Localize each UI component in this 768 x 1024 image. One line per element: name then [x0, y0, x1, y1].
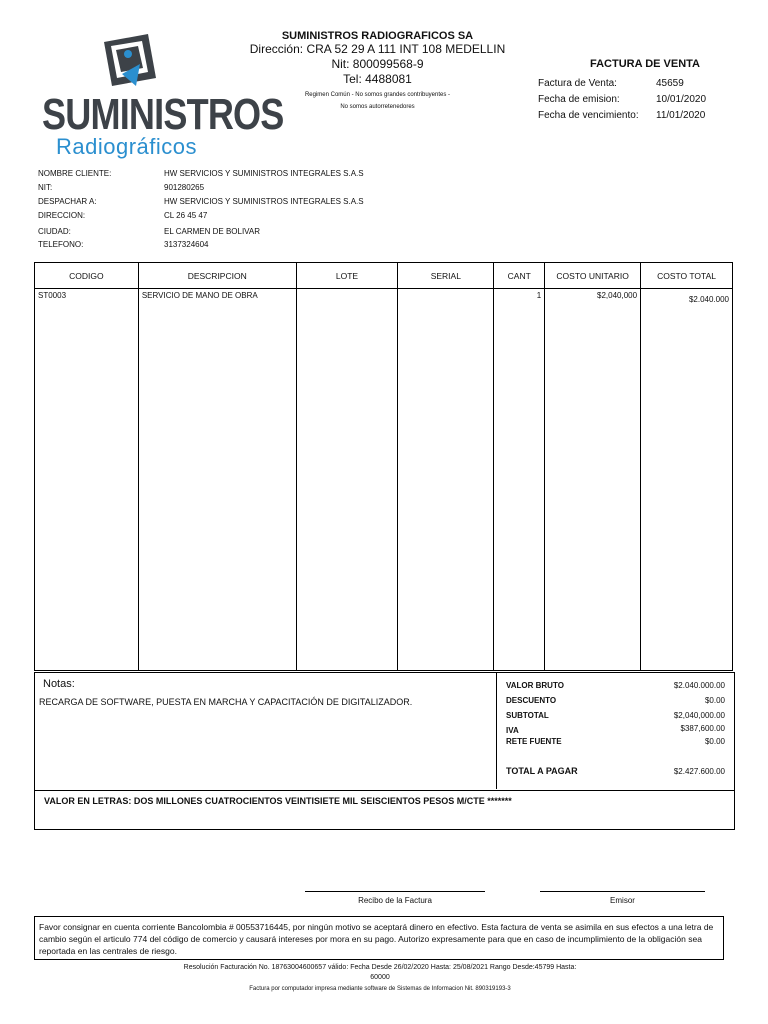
total-descuento-value: $0.00: [704, 696, 725, 705]
invoice-issue-label: Fecha de emision:: [538, 94, 620, 105]
client-phone-label: TELEFONO:: [38, 240, 84, 249]
items-table: [34, 262, 733, 671]
col-header-costo-total: COSTO TOTAL: [641, 263, 733, 289]
total-bruto-value: $2.040.000.00: [673, 681, 725, 690]
invoice-number: 45659: [656, 78, 684, 89]
invoice-number-row: [538, 78, 684, 89]
total-pagar-label: TOTAL A PAGAR: [506, 766, 578, 776]
col-header-lote: LOTE: [296, 263, 398, 289]
cell-costo-total: $2.040.000: [641, 289, 733, 671]
total-pagar-value: $2.427.600.00: [673, 767, 725, 776]
cell-codigo: ST0003: [35, 289, 139, 671]
client-address: CL 26 45 47: [164, 211, 208, 220]
company-regime: Regimen Común - No somos grandes contribuyentes -: [304, 92, 451, 98]
invoice-title: FACTURA DE VENTA: [590, 58, 700, 70]
receipt-signature-line: [305, 891, 485, 892]
client-nit: 901280265: [164, 183, 205, 192]
invoice-number-label: Factura de Venta:: [538, 78, 617, 89]
client-phone: 3137324604: [164, 240, 209, 249]
company-nit: Nit: 800099568-9: [331, 57, 424, 71]
client-ship-label: DESPACHAR A:: [38, 197, 97, 206]
client-nit-label: NIT:: [38, 183, 53, 192]
words-text: DOS MILLONES CUATROCIENTOS VEINTISIETE MIL SEISCIENTOS PESOS M/CTE *******: [133, 796, 512, 806]
table-row: [35, 289, 733, 671]
total-descuento-label: DESCUENTO: [506, 696, 557, 705]
company-regime-2: No somos autorretenedores: [340, 104, 415, 110]
total-bruto-label: VALOR BRUTO: [506, 681, 564, 690]
total-subtotal-value: $2,040,000.00: [673, 711, 725, 720]
company-address: Dirección: CRA 52 29 A 111 INT 108 MEDELLIN: [249, 42, 506, 56]
client-name-row: [38, 169, 364, 178]
client-address-label: DIRECCION:: [38, 211, 86, 220]
client-name: HW SERVICIOS Y SUMINISTROS INTEGRALES S.A.S: [164, 169, 364, 178]
col-header-costo-unitario: COSTO UNITARIO: [545, 263, 641, 289]
notes-label: Notas:: [43, 678, 75, 690]
company-logo-icon: [96, 34, 156, 94]
client-city-row: [38, 227, 261, 236]
client-ship-row: [38, 197, 364, 206]
client-address-row: [38, 211, 208, 220]
cell-serial: [398, 289, 494, 671]
cell-lote: [296, 289, 398, 671]
total-rete-label: RETE FUENTE: [506, 737, 562, 746]
total-iva-value: $387,600.00: [680, 724, 725, 733]
notes-divider: [496, 672, 497, 789]
issuer-signature-line: [540, 891, 705, 892]
footer-resolution: Resolución Facturación No. 18763004600657 válido: Fecha Desde 26/02/2020 Hasta: 25/08/2021 Rango Desde:45799 Hasta:: [183, 964, 577, 971]
company-header: [220, 30, 535, 111]
client-city-label: CIUDAD:: [38, 227, 71, 236]
footer-resolution-range: 60000: [370, 974, 390, 981]
total-subtotal-label: SUBTOTAL: [506, 711, 549, 720]
col-header-descripcion: DESCRIPCION: [138, 263, 296, 289]
client-nit-row: [38, 183, 205, 192]
footer-printed: Factura por computador impresa mediante software de Sistemas de Informacion Nit. 890319193-3: [249, 986, 511, 992]
issuer-signature-label: Emisor: [610, 896, 635, 905]
invoice-issue-date: 10/01/2020: [656, 94, 707, 105]
total-rete-value: $0.00: [704, 737, 725, 746]
total-iva-label: IVA: [506, 726, 519, 735]
invoice-due-label: Fecha de vencimiento:: [538, 110, 639, 121]
col-header-cant: CANT: [494, 263, 545, 289]
cell-cant: 1: [494, 289, 545, 671]
invoice-due-row: [538, 110, 706, 121]
receipt-signature-label: Recibo de la Factura: [358, 896, 432, 905]
client-name-label: NOMBRE CLIENTE:: [38, 169, 112, 178]
cell-descripcion: SERVICIO DE MANO DE OBRA: [138, 289, 296, 671]
col-header-codigo: CODIGO: [35, 263, 139, 289]
table-header-row: [35, 263, 733, 289]
notes-text: RECARGA DE SOFTWARE, PUESTA EN MARCHA Y CAPACITACIÓN DE DIGITALIZADOR.: [39, 697, 413, 707]
col-header-serial: SERIAL: [398, 263, 494, 289]
payment-note: Favor consignar en cuenta corriente Bancolombia # 00553716445, por ningún motivo se aceptará dinero en efectivo. Esta factura de venta se asimila en sus efectos a una letra de cambio según el articulo 774 del código de comercio y causará intereses por mora en su pago. Autorizo expresamente para que en caso de incumplimiento de la obligación sea reportada en las centrales de riesgo.: [34, 916, 724, 960]
company-name: SUMINISTROS RADIOGRAFICOS SA: [281, 30, 474, 42]
words-row: [44, 796, 512, 806]
client-city: EL CARMEN DE BOLIVAR: [164, 227, 261, 236]
logo-wordmark: SUMINISTROS: [42, 90, 284, 139]
client-phone-row: [38, 240, 209, 249]
notes-totals-box: [34, 672, 735, 791]
invoice-due-date: 11/01/2020: [656, 110, 706, 121]
company-tel: Tel: 4488081: [343, 72, 412, 86]
client-ship: HW SERVICIOS Y SUMINISTROS INTEGRALES S.A.S: [164, 197, 364, 206]
logo-subtitle: Radiográficos: [56, 134, 198, 159]
words-label: VALOR EN LETRAS:: [44, 796, 132, 806]
cell-costo-unitario: $2,040,000: [545, 289, 641, 671]
invoice-issue-row: [538, 94, 707, 105]
